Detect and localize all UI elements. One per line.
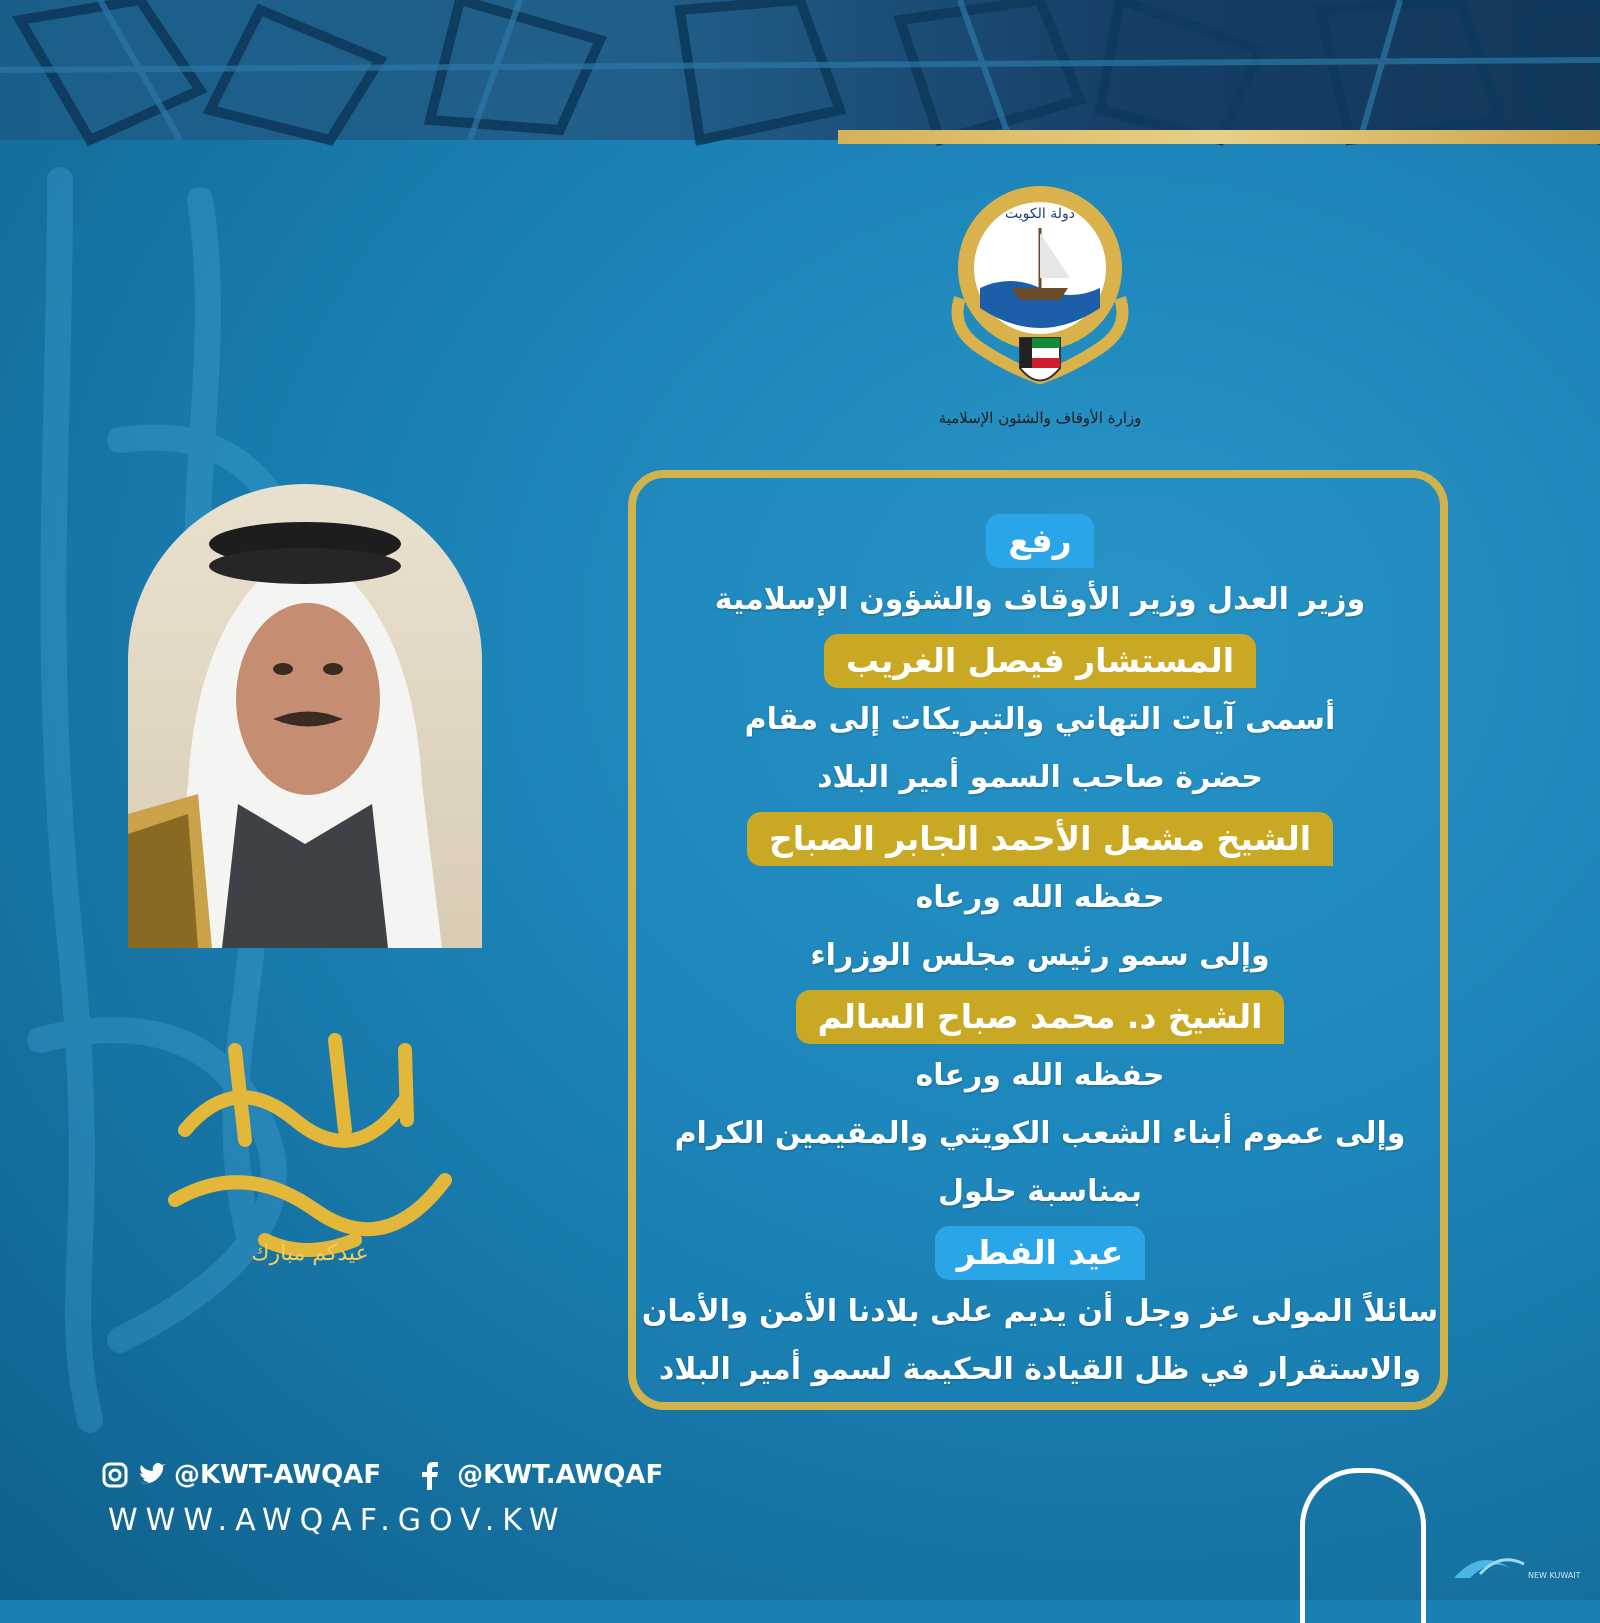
facebook-icon[interactable] xyxy=(421,1462,447,1488)
pm-line: وإلى سمو رئيس مجلس الوزراء xyxy=(810,938,1270,973)
minister-portrait xyxy=(128,484,482,948)
congrats-line-1: أسمى آيات التهاني والتبريكات إلى مقام xyxy=(744,702,1336,737)
blessing-2: حفظه الله ورعاه xyxy=(915,1058,1165,1093)
new-kuwait-text: NEW KUWAIT xyxy=(1528,1571,1581,1580)
prayer-line-1: سائلاً المولى عز وجل أن يديم على بلادنا الأمن والأمان xyxy=(641,1294,1439,1329)
eid-greeting-text: عيدكم مبارك xyxy=(251,1241,369,1266)
ministry-logo xyxy=(920,178,1160,438)
top-pattern-band xyxy=(0,0,1600,140)
instagram-icon[interactable] xyxy=(102,1462,128,1488)
new-kuwait-logo xyxy=(1450,1538,1581,1584)
decorative-arch xyxy=(1300,1468,1426,1623)
ministry-calligraphy: وزارة الأوقاف والشئون الإسلامية xyxy=(938,409,1142,427)
logo-caption: دولة الكويت xyxy=(1005,206,1075,222)
eid-greeting-calligraphy xyxy=(145,1010,475,1270)
social-handle-1[interactable]: @KWT-AWQAF xyxy=(174,1460,382,1490)
congrats-line-2: حضرة صاحب السمو أمير البلاد xyxy=(817,760,1263,795)
minister-title: وزير العدل وزير الأوقاف والشؤون الإسلامية xyxy=(714,582,1366,617)
prayer-line-2: والاستقرار في ظل القيادة الحكيمة لسمو أمير البلاد xyxy=(658,1352,1422,1387)
social-handle-2[interactable]: @KWT.AWQAF xyxy=(457,1460,664,1490)
occasion-line: بمناسبة حلول xyxy=(938,1174,1142,1209)
pm-name: الشيخ د. محمد صباح السالم xyxy=(796,990,1285,1044)
people-line: وإلى عموم أبناء الشعب الكويتي والمقيمين الكرام xyxy=(674,1116,1406,1151)
social-handles xyxy=(102,1460,663,1490)
raised-label: رفع xyxy=(986,514,1093,568)
website-link[interactable]: WWW.AWQAF.GOV.KW xyxy=(108,1503,567,1538)
twitter-icon[interactable] xyxy=(138,1462,164,1488)
emir-name: الشيخ مشعل الأحمد الجابر الصباح xyxy=(747,812,1333,866)
blessing-1: حفظه الله ورعاه xyxy=(915,880,1165,915)
occasion-badge: عيد الفطر xyxy=(935,1226,1146,1280)
gold-divider-line xyxy=(838,130,1600,144)
message-content xyxy=(640,510,1440,1400)
minister-name: المستشار فيصل الغريب xyxy=(824,634,1256,688)
